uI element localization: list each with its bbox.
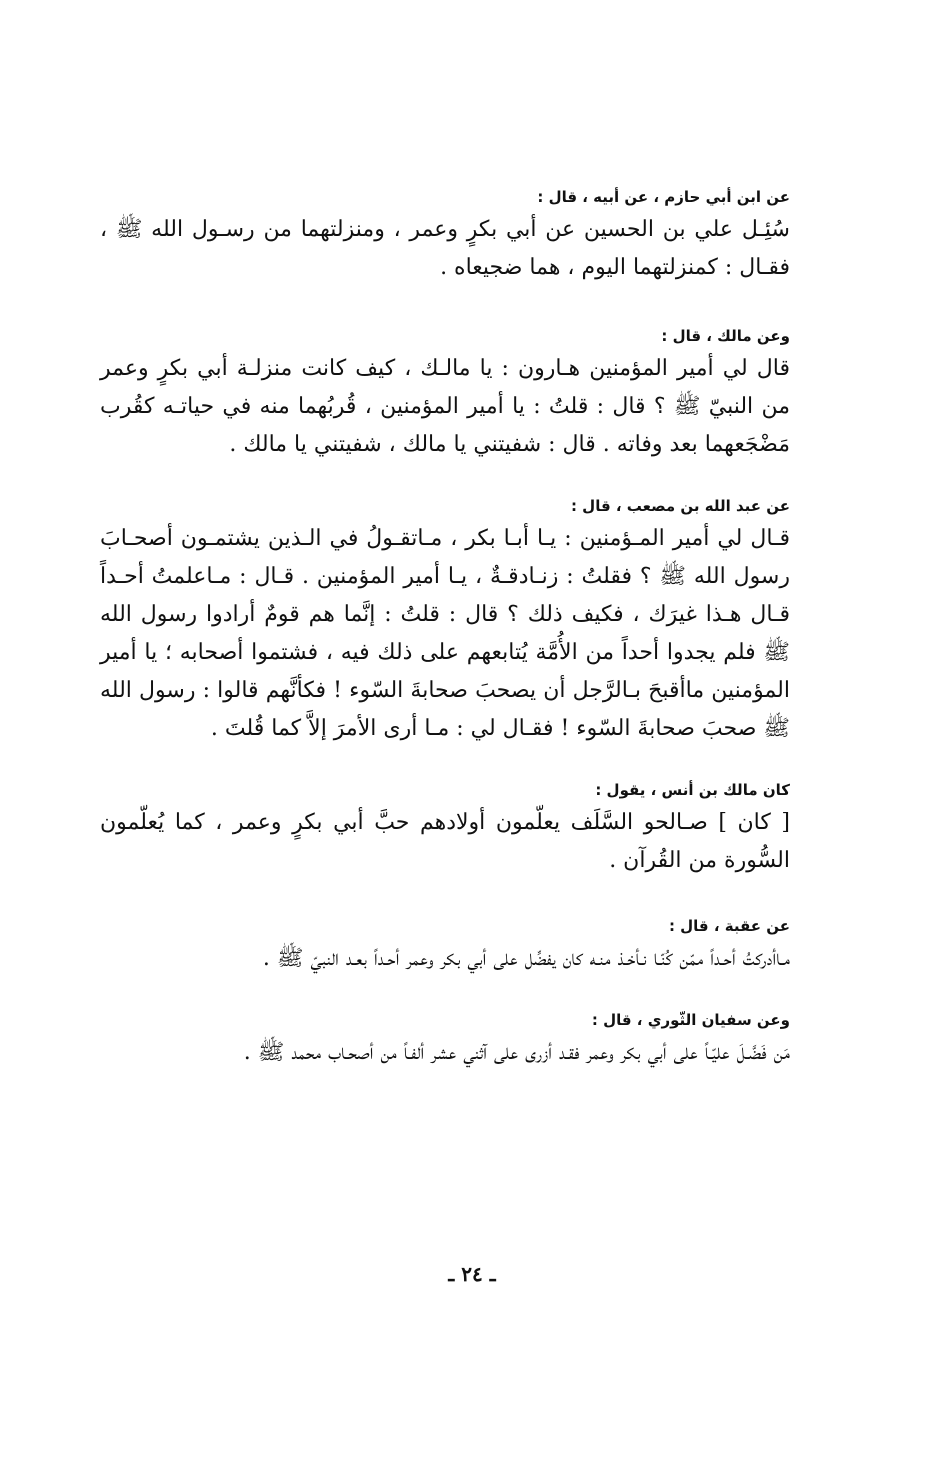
narration-text: قال لي أمير المؤمنين هـارون : يا مالـك ، كيف كانت منزلـة أبي بكرٍ وعمر من النبيّ ﷺ ؟ قال : قلتُ : يا أمير المؤمنين ، قُربُهما منه في حياتـه كقُرب مَضْجَعهما بعد وفاته . قال : شفيتني يا مالك ، شفيتني يا مالك . [100,356,790,457]
page-number: ـ ٢٤ ـ [448,1262,496,1286]
narration-text: سُئِـل علي بن الحسين عن أبي بكرٍ وعمر ، ومنزلتهما من رسـول الله ﷺ ، فقـال : كمنزلتهما اليوم ، هما ضجيعاه . [100,217,790,280]
narration-text: [ كان ] صـالحو السَّلَف يعلّمون أولادهم حبَّ أبي بكرٍ وعمر ، كما يُعلّمون السُّورة من القُرآن . [100,810,790,873]
narration-text: مـاأدركتُ أحـداً ممّن كُنّـا نـأخـذ منـه كان يفضِّل على أبي بكر وعمر أحـداً بعـد النبيّ ﷺ . [262,946,790,971]
narration-6 [100,1008,790,1072]
narration-text: مَن فَضَّـلَ عليّـاً على أبي بكر وعمر فقـد أزرى على آثني عشر ألفـاً من أصحـاب محمد ﷺ . [243,1040,790,1065]
narration-1 [100,185,790,287]
narration-2 [100,324,790,464]
narration-5 [100,914,790,978]
narration-heading: وعن مالك ، قال : [661,327,790,345]
narration-text: قـال لي أمير المـؤمنين : يـا أبـا بكر ، مـاتقـولُ في الـذين يشتمـون أصحـابَ رسول الله ﷺ ؟ فقلتُ : زنـادقـةٌ ، يـا أمير المؤمنين . قـال : مـاعلمتُ أحـداً قـال هـذا غيرَك ، فكيف ذلك ؟ قال : قلتُ : إنَّما هم قومٌ أرادوا رسول الله ﷺ فلم يجدوا أحداً من الأُمَّة يُتابعهم على ذلك فيه ، فشتموا أصحابه ؛ يا أمير المؤمنين ماأقبحَ بـالرَّجل أن يصحبَ صحابةَ السّوء ! فكأنَّهم قالوا : رسول الله ﷺ صحبَ صحابةَ السّوء ! فقـال لي : مـا أرى الأمرَ إلاَّ كما قُلتَ . [100,526,790,741]
narration-heading: عن عقبة ، قال : [668,917,790,935]
narration-heading: وعن سفيان الثّوري ، قال : [591,1011,790,1029]
narration-4 [100,778,790,880]
narration-heading: كان مالك بن أنس ، يقول : [595,781,790,799]
page-body [100,185,790,1072]
narration-heading: عن ابن أبي حازم ، عن أبيه ، قال : [537,188,790,206]
narration-heading: عن عبد الله بن مصعب ، قال : [570,497,790,515]
narration-3 [100,494,790,748]
